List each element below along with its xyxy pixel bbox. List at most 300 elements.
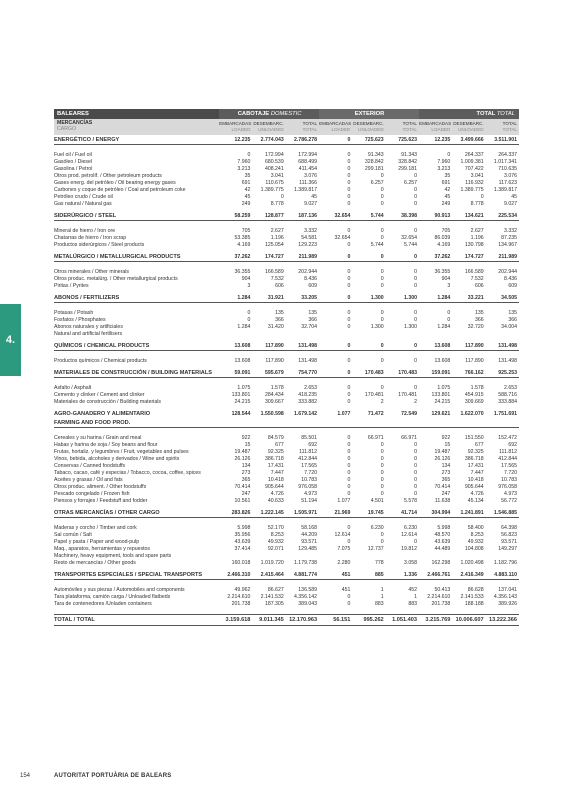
cell-value: 0 xyxy=(447,310,451,316)
cell-value: 0 xyxy=(247,310,251,316)
cell-value: 43.639 xyxy=(434,539,451,545)
cell-value: 2.653 xyxy=(504,385,517,391)
cell-value: 10.418 xyxy=(267,477,284,483)
cell-value: 117.623 xyxy=(498,180,517,186)
cell-value: 905.644 xyxy=(264,484,284,490)
cell-value: 50.413 xyxy=(434,587,451,593)
cell-value: 0 xyxy=(380,463,384,469)
cell-value: 149.297 xyxy=(498,546,517,552)
cell-value: 10.783 xyxy=(301,477,318,483)
table-row xyxy=(54,283,519,290)
cell-value: 0 xyxy=(347,491,351,497)
cell-value: 31.921 xyxy=(252,293,285,303)
cell-value: 588.716 xyxy=(498,392,517,398)
cell-value xyxy=(486,553,519,560)
cell-value: 0 xyxy=(414,283,417,289)
cell-value: 1.389.775 xyxy=(460,187,484,193)
cell-value: 8.253 xyxy=(470,532,484,538)
total-row xyxy=(54,615,519,626)
cell-value: 136.589 xyxy=(298,587,318,593)
cell-value: 1.300 xyxy=(386,293,419,303)
table-row xyxy=(54,435,519,442)
cell-value: 174.727 xyxy=(452,252,485,262)
cell-value: 37.414 xyxy=(234,546,251,552)
cell-value xyxy=(486,418,519,428)
cell-value: 5.744 xyxy=(370,242,384,248)
row-label: ABONOS / FERTILIZERS xyxy=(54,293,219,303)
cell-value: 0 xyxy=(347,317,351,323)
row-label: Fuel oil / Fuel oil xyxy=(54,152,92,158)
cell-value: 4.726 xyxy=(270,491,284,497)
cell-value: 10.006.607 xyxy=(452,615,485,626)
cell-value: 247 xyxy=(441,491,451,497)
row-label: Otros minerales / Other minerals xyxy=(54,269,129,275)
row-label: Tara de contenedores /Unladen containers xyxy=(54,601,152,607)
cell-value: 3.076 xyxy=(504,173,517,179)
cell-value: 451 xyxy=(319,570,352,580)
cell-value: 131.498 xyxy=(498,358,517,364)
cell-value: 328.842 xyxy=(398,159,417,165)
cell-value: 2.627 xyxy=(470,228,484,234)
cell-value: 86.627 xyxy=(267,587,284,593)
cell-value xyxy=(419,418,452,428)
cell-value: 609 xyxy=(508,283,517,289)
cell-value: 0 xyxy=(414,539,417,545)
cell-value: 166.589 xyxy=(264,269,284,275)
cell-value: 389.043 xyxy=(298,601,318,607)
cell-value: 34.004 xyxy=(501,324,517,330)
cell-value: 45 xyxy=(511,194,517,200)
cell-value: 17.565 xyxy=(301,463,318,469)
table-row xyxy=(54,546,519,553)
cell-value: 365 xyxy=(241,477,251,483)
row-label: Aceites y grasas / Oil and fats xyxy=(54,477,123,483)
cell-value: 2.214.610 xyxy=(427,594,451,600)
cell-value: 922 xyxy=(441,435,451,441)
cell-value: 201.738 xyxy=(431,601,451,607)
cell-value: 135 xyxy=(508,310,517,316)
cell-value: 1.622.070 xyxy=(460,411,484,417)
cell-value: 0 xyxy=(414,463,417,469)
cell-value: 0 xyxy=(319,252,352,262)
cell-value: 4.169 xyxy=(237,242,251,248)
cell-value: 0 xyxy=(347,201,351,207)
cell-value: 24.215 xyxy=(234,399,251,405)
cell-value: 0 xyxy=(347,463,351,469)
row-label: Piensos y forrajes / Feedstuff and fodder xyxy=(54,498,148,504)
cell-value: 692 xyxy=(308,442,318,448)
cell-value: 0 xyxy=(347,539,351,545)
cell-value: 0 xyxy=(347,601,351,607)
cell-value: 170.481 xyxy=(398,392,417,398)
cell-value: 1 xyxy=(380,587,384,593)
cell-value: 366 xyxy=(474,317,484,323)
cell-value: 1.009.381 xyxy=(460,159,484,165)
cell-value: 0 xyxy=(380,484,384,490)
cell-value: 705 xyxy=(441,228,451,234)
table-row xyxy=(54,463,519,470)
cell-value: 44.489 xyxy=(434,546,451,552)
table-row xyxy=(54,399,519,406)
cell-value: 17.431 xyxy=(267,463,284,469)
table-row xyxy=(54,242,519,249)
cell-value: 0 xyxy=(247,152,251,158)
cell-value: 412.844 xyxy=(298,456,318,462)
cell-value: 0 xyxy=(414,442,417,448)
table-row xyxy=(54,456,519,463)
cell-value: 166.589 xyxy=(464,269,484,275)
cell-value: 93.571 xyxy=(501,539,517,545)
cell-value: 0 xyxy=(414,194,417,200)
cell-value: 49.962 xyxy=(234,587,251,593)
cell-value: 1.284 xyxy=(219,293,252,303)
row-label: Asfalto / Asphalt xyxy=(54,385,92,391)
cell-value xyxy=(352,331,385,338)
cell-value: 13.608 xyxy=(234,358,251,364)
table-row xyxy=(54,317,519,324)
cell-value: 5.744 xyxy=(404,242,417,248)
row-label: Gasóleo / Diesel xyxy=(54,159,93,165)
table-row xyxy=(54,539,519,546)
cell-value: 1.751.691 xyxy=(493,411,517,417)
row-label: Maq., aparatos, herramientas y repuestos xyxy=(54,546,151,552)
cell-value: 1.017.341 xyxy=(493,159,517,165)
row-label: Papel y pasta / Paper and wood-pulp xyxy=(54,539,140,545)
cell-value: 7.075 xyxy=(337,546,351,552)
cell-value: 12.614 xyxy=(334,532,351,538)
cell-value: 5.578 xyxy=(404,498,417,504)
table-row xyxy=(54,385,519,392)
cell-value: 1.550.598 xyxy=(260,411,284,417)
cell-value: 4.973 xyxy=(504,491,517,497)
cell-value: 885 xyxy=(352,570,385,580)
cell-value: 6.257 xyxy=(404,180,417,186)
cell-value: 0 xyxy=(414,269,417,275)
cell-value: 0 xyxy=(380,269,384,275)
cell-value: 129.621 xyxy=(431,411,451,417)
cell-value: 53.385 xyxy=(234,235,251,241)
cell-value: 0 xyxy=(347,269,351,275)
cell-value: 66.971 xyxy=(401,435,417,441)
cell-value: 328.842 xyxy=(364,159,384,165)
cell-value: 10.783 xyxy=(501,477,517,483)
cell-value: 0 xyxy=(347,525,351,531)
cell-value: 249 xyxy=(441,201,451,207)
cell-value: 386.718 xyxy=(264,456,284,462)
cell-value xyxy=(486,331,519,338)
cell-value: 38.398 xyxy=(386,211,419,221)
cell-value: 264.337 xyxy=(498,152,517,158)
cell-value: 1.222.145 xyxy=(252,508,285,518)
cell-value: 0 xyxy=(380,283,384,289)
cell-value: 174.727 xyxy=(252,252,285,262)
cell-value: 33.205 xyxy=(286,293,319,303)
table-row xyxy=(54,228,519,235)
cell-value: 6.230 xyxy=(404,525,417,531)
cell-value: 2.141.532 xyxy=(260,594,284,600)
cell-value: 264.337 xyxy=(464,152,484,158)
cell-value: 19.487 xyxy=(434,449,451,455)
cell-value: 0 xyxy=(414,173,417,179)
cell-value xyxy=(319,331,352,338)
cell-value: 366 xyxy=(275,317,284,323)
cell-value: 133.801 xyxy=(231,392,251,398)
row-label: AGRO-GANADERO Y ALIMENTARIO xyxy=(54,411,151,417)
cell-value: 17.431 xyxy=(467,463,484,469)
cell-value: 0 xyxy=(414,228,417,234)
cell-value: 0 xyxy=(380,456,384,462)
cell-value: 0 xyxy=(347,159,351,165)
cell-value: 35.956 xyxy=(234,532,251,538)
cell-value: 333.884 xyxy=(498,399,517,405)
cell-value: 19.745 xyxy=(352,508,385,518)
cell-value: 0 xyxy=(414,456,417,462)
cell-value: 1.284 xyxy=(437,324,451,330)
table-row xyxy=(54,553,519,560)
cell-value: 131.498 xyxy=(286,341,319,351)
cell-value: 692 xyxy=(508,442,517,448)
cell-value: 58.259 xyxy=(219,211,252,221)
cell-value: 5.998 xyxy=(437,525,451,531)
cell-value: 152.472 xyxy=(498,435,517,441)
row-label: SIDERÚRGICO / STEEL xyxy=(54,211,219,221)
cell-value: 2.627 xyxy=(270,228,284,234)
row-label: Gasolina / Petrol xyxy=(54,166,93,172)
row-label: Sal común / Salt xyxy=(54,532,92,538)
table-row xyxy=(54,491,519,498)
cell-value: 8.778 xyxy=(270,201,284,207)
cell-value: 0 xyxy=(414,317,417,323)
row-label: TRANSPORTES ESPECIALES / SPECIAL TRANSPORTS xyxy=(54,570,219,580)
row-label: Automóviles y sus piezas / Automobiles and components xyxy=(54,587,185,593)
cell-value xyxy=(419,331,452,338)
cell-value xyxy=(252,553,285,560)
cell-value: 304.994 xyxy=(419,508,452,518)
cell-value: 0 xyxy=(386,252,419,262)
cell-value: 8.253 xyxy=(270,532,284,538)
cell-value: 17.565 xyxy=(501,463,517,469)
row-label: QUÍMICOS / CHEMICAL PRODUCTS xyxy=(54,341,219,351)
cell-value: 691 xyxy=(441,180,451,186)
cell-value xyxy=(452,331,485,338)
row-label: Pescado congelado / Frozen fish xyxy=(54,491,130,497)
row-label: Mineral de hierro / Iron ore xyxy=(54,228,116,234)
cell-value: 15 xyxy=(244,442,251,448)
cell-value: 366 xyxy=(308,317,318,323)
chapter-tab: 4. xyxy=(0,304,21,376)
cell-value: 0 xyxy=(380,276,384,282)
goods-header: MERCANCÍAS CARGO xyxy=(54,119,219,135)
table-row xyxy=(54,532,519,539)
publisher-name: AUTORITAT PORTUÀRIA DE BALEARS xyxy=(54,773,172,779)
cell-value: 0 xyxy=(347,399,351,405)
cell-value: 1.196 xyxy=(470,235,484,241)
cell-value: 284.434 xyxy=(264,392,284,398)
cell-value: 13.608 xyxy=(419,341,452,351)
cargo-table xyxy=(54,109,519,626)
cell-value: 117.890 xyxy=(465,358,484,364)
row-label: Cemento y clinker / Cement and clinker xyxy=(54,392,145,398)
cell-value: 170.483 xyxy=(352,368,385,378)
cell-value: 283.826 xyxy=(219,508,252,518)
cell-value: 0 xyxy=(347,152,351,158)
cell-value xyxy=(319,418,352,428)
cell-value: 13.608 xyxy=(434,358,451,364)
cell-value: 0 xyxy=(347,435,351,441)
table-row xyxy=(54,180,519,187)
category-row xyxy=(54,508,519,518)
cell-value: 134.967 xyxy=(498,242,517,248)
cell-value: 4.169 xyxy=(437,242,451,248)
row-label: Piritas / Pyrites xyxy=(54,283,89,289)
table-row xyxy=(54,392,519,399)
cell-value: 0 xyxy=(319,293,352,303)
cell-value: 202.944 xyxy=(498,269,517,275)
cell-value xyxy=(452,553,485,560)
cell-value: 922 xyxy=(241,435,251,441)
row-label: Tabaco, cacao, café y especias / Tobacco, cocoa, coffee, spices xyxy=(54,470,201,476)
cell-value: 0 xyxy=(414,385,417,391)
cell-value: 117.890 xyxy=(452,341,485,351)
cell-value: 366 xyxy=(508,317,517,323)
cell-value xyxy=(352,553,385,560)
cell-value: 0 xyxy=(347,276,351,282)
cell-value: 92.325 xyxy=(467,449,484,455)
cell-value: 3.332 xyxy=(304,228,318,234)
row-label: Maderas y corcho / Timber and cork xyxy=(54,525,137,531)
cell-value: 10.561 xyxy=(234,498,251,504)
cell-value: 1 xyxy=(380,594,384,600)
cell-value: 7.532 xyxy=(270,276,284,282)
cell-value: 134.621 xyxy=(452,211,485,221)
table-row xyxy=(54,498,519,505)
cell-value: 134 xyxy=(241,463,251,469)
cell-value: 1.075 xyxy=(437,385,451,391)
cell-value: 104.808 xyxy=(464,546,484,552)
cell-value: 45.134 xyxy=(467,498,484,504)
row-label: MATERIALES DE CONSTRUCCIÓN / BUILDING MATERIALS xyxy=(54,368,219,378)
cell-value: 12.737 xyxy=(367,546,384,552)
cell-value: 26.126 xyxy=(234,456,251,462)
table-row xyxy=(54,324,519,331)
cell-value: 3.499.666 xyxy=(452,135,485,145)
cell-value: 0 xyxy=(347,456,351,462)
cell-value: 52.170 xyxy=(267,525,284,531)
cell-value: 0 xyxy=(347,194,351,200)
cell-value: 40.633 xyxy=(267,498,284,504)
cell-value: 128.544 xyxy=(231,411,251,417)
cell-value: 0 xyxy=(319,135,352,145)
cell-value: 135 xyxy=(308,310,318,316)
cell-value: 188.188 xyxy=(464,601,484,607)
cell-value: 151.550 xyxy=(464,435,484,441)
row-label: Chatarras de hierro / Iron scrap xyxy=(54,235,127,241)
cell-value: 0 xyxy=(347,385,351,391)
cell-value: 365 xyxy=(441,477,451,483)
cell-value: 0 xyxy=(380,358,384,364)
cell-value: 0 xyxy=(319,368,352,378)
cell-value: 0 xyxy=(347,228,351,234)
cell-value: 0 xyxy=(380,201,384,207)
cell-value: 2.280 xyxy=(337,560,351,566)
total-header: TOTAL TOTAL xyxy=(419,109,519,119)
cell-value: 92.071 xyxy=(267,546,284,552)
category-row xyxy=(54,211,519,221)
cell-value: 130.798 xyxy=(464,242,484,248)
cell-value: 0 xyxy=(347,484,351,490)
cell-value: 925.253 xyxy=(486,368,519,378)
cell-value: 725.623 xyxy=(386,135,419,145)
cell-value: 247 xyxy=(241,491,251,497)
cell-value: 7.960 xyxy=(437,159,451,165)
column-header: EMBARCADAS LOADED xyxy=(419,119,452,135)
cell-value: 1.196 xyxy=(270,235,284,241)
cell-value xyxy=(386,553,419,560)
cell-value: 201.738 xyxy=(231,601,251,607)
cell-value: 9.027 xyxy=(504,201,517,207)
row-label: Carbones y coque de petróleo / Coal and petroleum coke xyxy=(54,187,186,193)
cell-value: 1.241.891 xyxy=(452,508,485,518)
cell-value: 0 xyxy=(352,341,385,351)
cell-value: 0 xyxy=(380,317,384,323)
cell-value: 2.466.761 xyxy=(419,570,452,580)
cell-value: 32.654 xyxy=(401,235,417,241)
cell-value: 0 xyxy=(347,477,351,483)
table-row xyxy=(54,525,519,532)
cell-value: 32.654 xyxy=(334,235,351,241)
cell-value: 85.501 xyxy=(301,435,318,441)
cell-value: 0 xyxy=(347,180,351,186)
cell-value: 4.881.774 xyxy=(286,570,319,580)
cell-value: 0 xyxy=(380,310,384,316)
column-header: DESEMBARC. UNLOADED xyxy=(352,119,385,135)
row-label: ENERGÉTICO / ENERGY xyxy=(54,135,219,145)
row-label: Tara plataforma, camión carga / Unloaded flatbeds xyxy=(54,594,171,600)
cell-value: 0 xyxy=(480,194,484,200)
cell-value: 6.257 xyxy=(370,180,384,186)
cell-value: 70.414 xyxy=(234,484,251,490)
cell-value: 3.041 xyxy=(470,173,484,179)
cell-value: 412.844 xyxy=(498,456,517,462)
cell-value: 249 xyxy=(241,201,251,207)
cell-value: 133.801 xyxy=(431,392,451,398)
cell-value: 408.241 xyxy=(264,166,284,172)
cell-value: 160.018 xyxy=(231,560,251,566)
cell-value: 4.973 xyxy=(304,491,318,497)
cell-value: 688.499 xyxy=(298,159,318,165)
cell-value: 0 xyxy=(380,539,384,545)
cell-value: 0 xyxy=(347,449,351,455)
cell-value: 0 xyxy=(380,235,384,241)
cell-value: 1.578 xyxy=(470,385,484,391)
row-label: FARMING AND FOOD PROD. xyxy=(54,418,219,428)
cell-value: 49.932 xyxy=(267,539,284,545)
table-row xyxy=(54,587,519,594)
cell-value: 309.667 xyxy=(264,399,284,405)
cell-value: 1.284 xyxy=(237,324,251,330)
cell-value: 2.774.043 xyxy=(252,135,285,145)
cell-value: 8.778 xyxy=(470,201,484,207)
cell-value: 883 xyxy=(375,601,384,607)
cell-value: 137.041 xyxy=(498,587,517,593)
category-row xyxy=(54,293,519,303)
cell-value: 9.011.345 xyxy=(252,615,285,626)
cell-value: 12.235 xyxy=(219,135,252,145)
cell-value: 0 xyxy=(347,187,351,193)
cell-value xyxy=(419,553,452,560)
cell-value xyxy=(219,331,252,338)
category-row xyxy=(54,341,519,351)
